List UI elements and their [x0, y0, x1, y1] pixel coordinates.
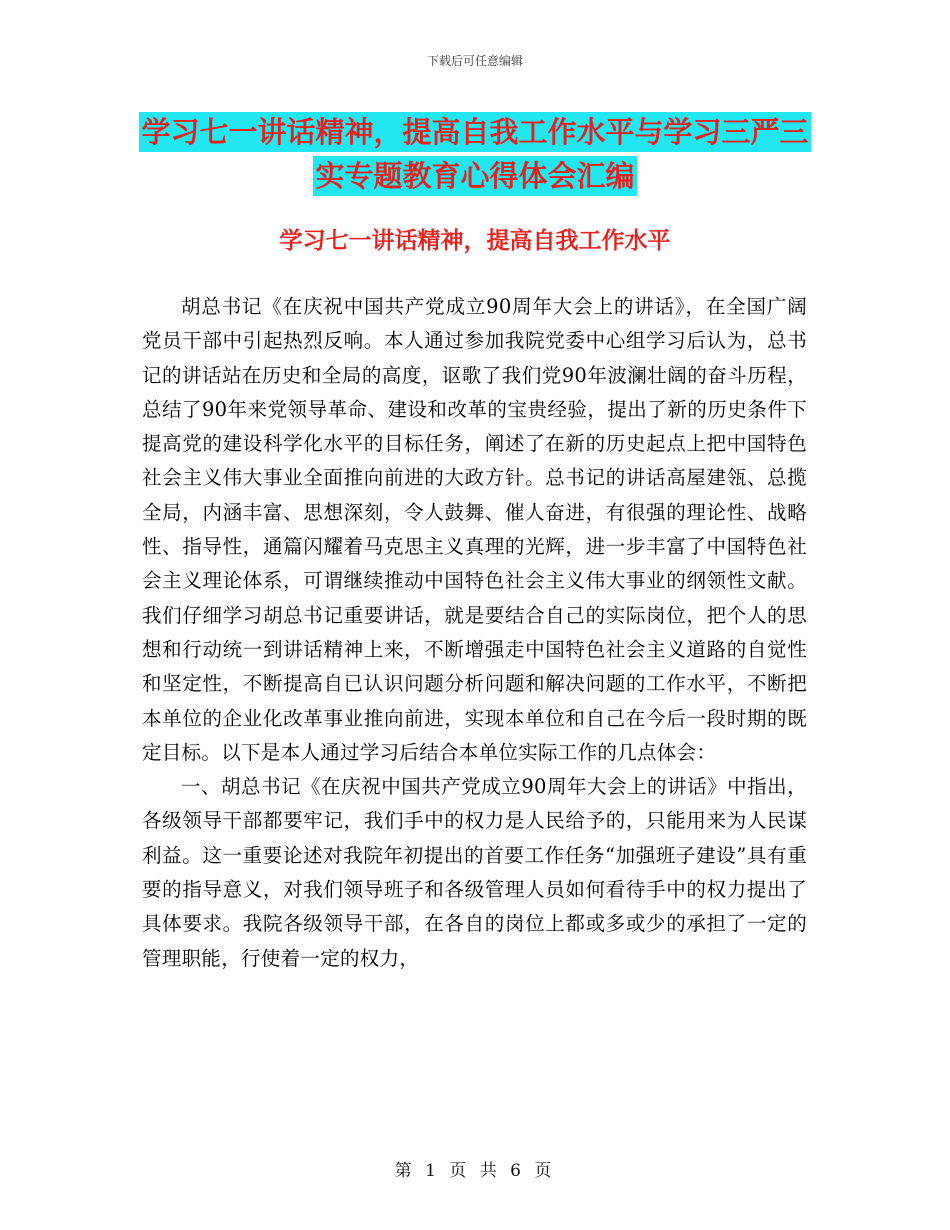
- title-highlight-2: 实专题教育心得体会汇编: [313, 156, 636, 196]
- page-indicator: 第 1 页 共 6 页: [394, 1161, 556, 1181]
- paragraph-1: 胡总书记《在庆祝中国共产党成立90周年大会上的讲话》，在全国广阔党员干部中引起热烈反响。本人通过参加我院党委中心组学习后认为，总书记的讲话站在历史和全局的高度，讴歌了我们党90年波澜壮阔的奋斗历程，总结了90年来党领导革命、建设和改革的宝贵经验，提出了新的历史条件下提高党的建设科学化水平的目标任务，阐述了在新的历史起点上把中国特色社会主义伟大事业全面推向前进的大政方针。总书记的讲话高屋建瓴、总揽全局，内涵丰富、思想深刻，令人鼓舞、催人奋进，有很强的理论性、战略性、指导性，通篇闪耀着马克思主义真理的光辉，进一步丰富了中国特色社会主义理论体系，可谓继续推动中国特色社会主义伟大事业的纲领性文献。我们仔细学习胡总书记重要讲话，就是要结合自己的实际岗位，把个人的思想和行动统一到讲话精神上来，不断增强走中国特色社会主义道路的自觉性和坚定性，不断提高自已认识问题分析问题和解决问题的工作水平，不断把本单位的企业化改革事业推向前进，实现本单位和自己在今后一段时期的既定目标。以下是本人通过学习后结合本单位实际工作的几点体会：: [142, 295, 807, 764]
- section-title: 学习七一讲话精神，提高自我工作水平: [279, 227, 671, 254]
- paragraph-2: 一、胡总书记《在庆祝中国共产党成立90周年大会上的讲话》中指出，各级领导干部都要牢记，我们手中的权力是人民给予的，只能用来为人民谋利益。这一重要论述对我院年初提出的首要工作任务“加强班子建设”具有重要的指导意义，对我们领导班子和各级管理人员如何看待手中的权力提出了具体要求。我院各级领导干部，在各自的岗位上都或多或少的承担了一定的管理职能，行使着一定的权力，: [142, 775, 807, 970]
- header-note: 下载后可任意编辑: [426, 54, 523, 68]
- document-title-line-1: [110, 112, 840, 152]
- title-highlight-1: 学习七一讲话精神，提高自我工作水平与学习三严三: [139, 112, 810, 152]
- body-text: [142, 290, 807, 976]
- document-title-line-2: [110, 156, 840, 196]
